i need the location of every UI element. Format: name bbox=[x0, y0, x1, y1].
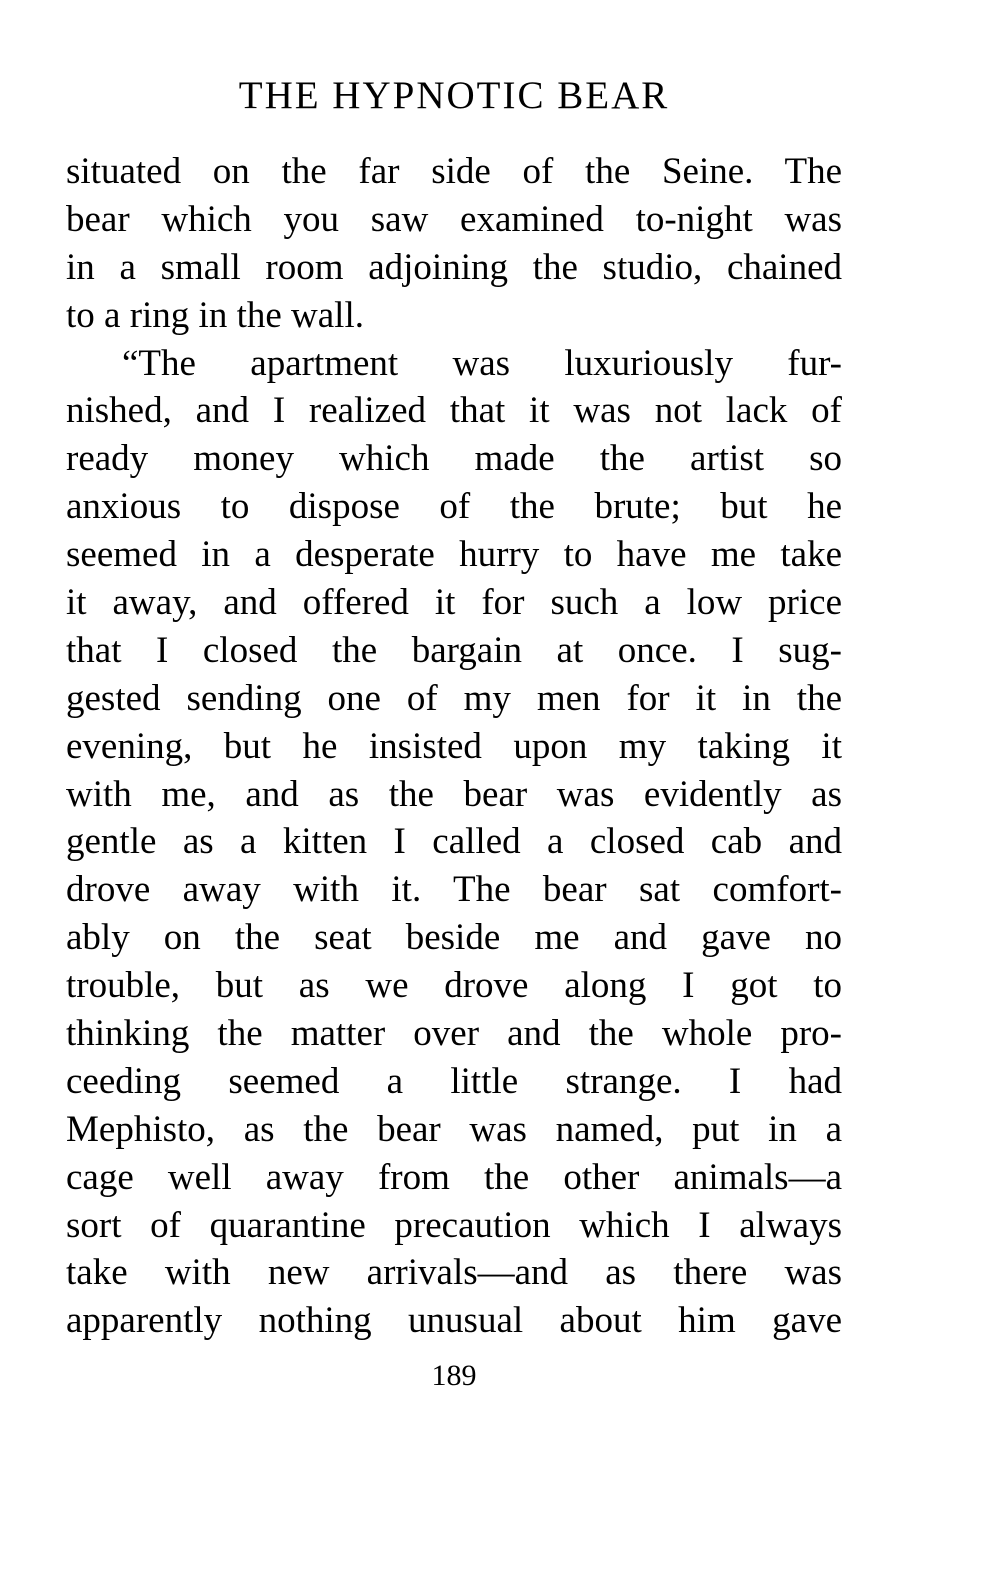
text-line: anxious to dispose of the brute; but he bbox=[66, 486, 842, 528]
page-number: 189 bbox=[431, 1359, 477, 1392]
text-line: it away, and offered it for such a low price bbox=[66, 582, 842, 624]
text-line: ably on the seat beside me and gave no bbox=[66, 917, 842, 959]
text-line: drove away with it. The bear sat comfort- bbox=[66, 869, 842, 911]
text-line: ceeding seemed a little strange. I had bbox=[66, 1060, 842, 1102]
text-line: sort of quarantine precaution which I always bbox=[66, 1204, 842, 1246]
text-line: to a ring in the wall. bbox=[66, 294, 364, 336]
text-line: thinking the matter over and the whole pro- bbox=[66, 1013, 842, 1055]
text-line: in a small room adjoining the studio, chained bbox=[66, 246, 842, 288]
running-head: THE HYPNOTIC BEAR bbox=[238, 74, 670, 117]
text-line: ready money which made the artist so bbox=[66, 438, 842, 480]
text-line: seemed in a desperate hurry to have me take bbox=[66, 534, 842, 576]
text-line: with me, and as the bear was evidently as bbox=[66, 773, 842, 815]
text-line: evening, but he insisted upon my taking it bbox=[66, 725, 842, 767]
text-line: “The apartment was luxuriously fur- bbox=[122, 342, 842, 384]
text-line: gested sending one of my men for it in the bbox=[66, 677, 842, 719]
text-line: bear which you saw examined to-night was bbox=[66, 198, 842, 240]
text-line: take with new arrivals—and as there was bbox=[66, 1252, 842, 1294]
text-line: apparently nothing unusual about him gave bbox=[66, 1300, 842, 1342]
body-text bbox=[66, 148, 842, 1345]
text-line: gentle as a kitten I called a closed cab and bbox=[66, 821, 842, 863]
text-line: Mephisto, as the bear was named, put in a bbox=[66, 1108, 842, 1150]
text-line: situated on the far side of the Seine. The bbox=[66, 151, 842, 192]
text-line: that I closed the bargain at once. I sug- bbox=[66, 629, 842, 671]
text-line: nished, and I realized that it was not lack of bbox=[66, 390, 842, 432]
text-line: cage well away from the other animals—a bbox=[66, 1156, 842, 1198]
text-line: trouble, but as we drove along I got to bbox=[66, 965, 842, 1007]
